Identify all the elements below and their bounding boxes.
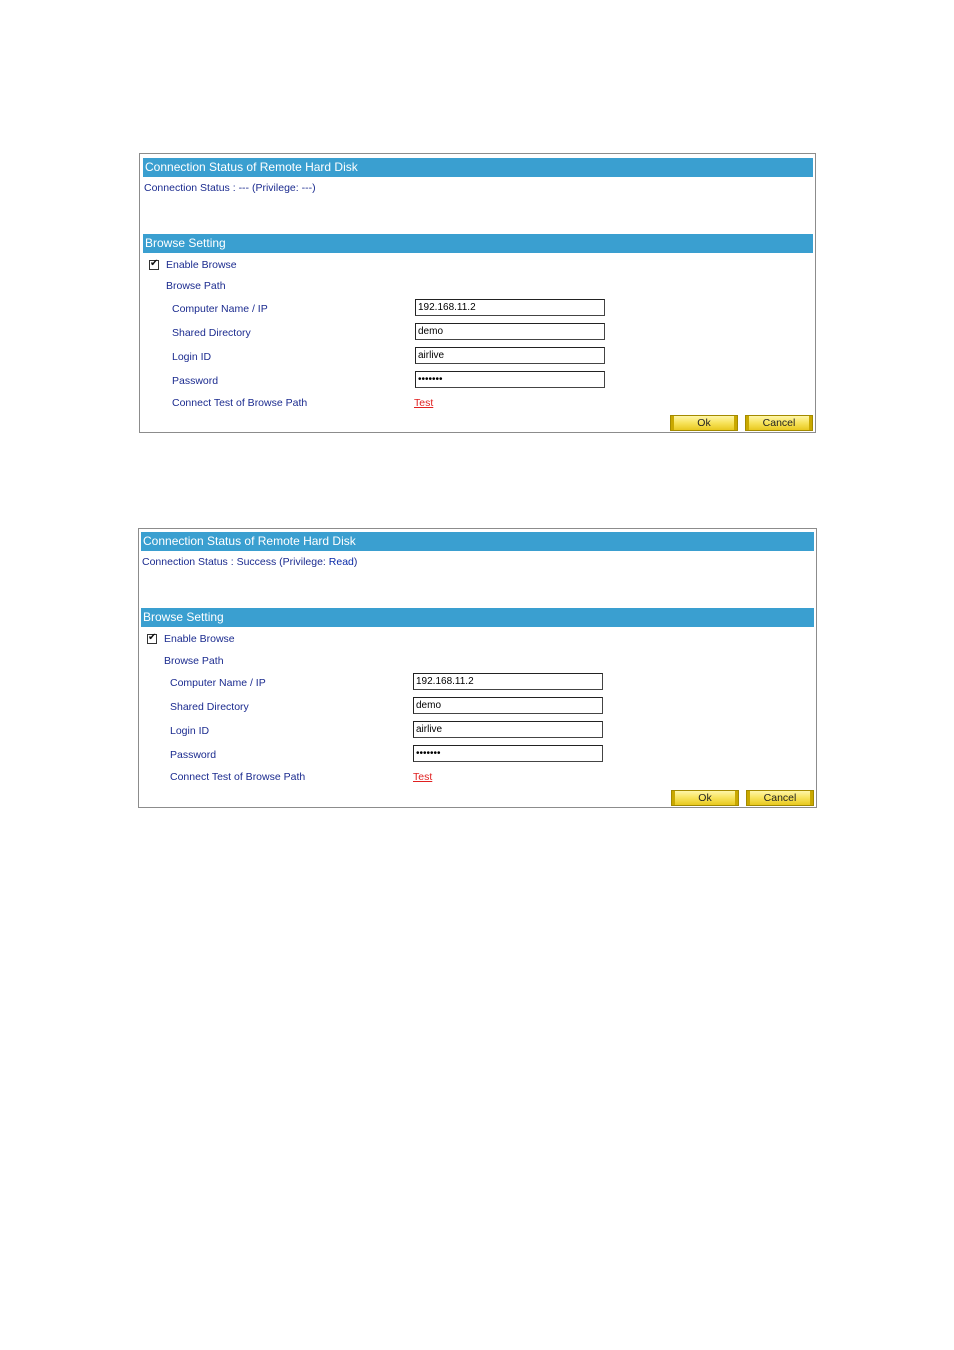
enable-browse-checkbox[interactable] — [149, 260, 159, 270]
computer-name-label: Computer Name / IP — [172, 303, 268, 315]
browse-setting-header: Browse Setting — [141, 608, 814, 627]
shared-directory-label: Shared Directory — [172, 327, 251, 339]
enable-browse-label: Enable Browse — [166, 259, 237, 271]
login-id-label: Login ID — [172, 351, 212, 363]
connection-status-header: Connection Status of Remote Hard Disk — [141, 532, 814, 551]
login-id-label: Login ID — [170, 725, 210, 737]
computer-name-input[interactable] — [413, 673, 603, 690]
password-input[interactable] — [413, 745, 603, 762]
privilege-suffix: ) — [312, 182, 316, 194]
enable-browse-label: Enable Browse — [164, 633, 235, 645]
checkmark-icon: ✔ — [150, 258, 159, 269]
connection-status-line — [144, 182, 316, 194]
privilege-prefix: (Privilege: — [249, 182, 302, 194]
test-link[interactable]: Test — [414, 397, 434, 409]
shared-directory-input[interactable] — [413, 697, 603, 714]
cancel-button[interactable]: Cancel — [745, 415, 813, 431]
computer-name-input[interactable] — [415, 299, 605, 316]
connection-status-label: Connection Status : — [144, 182, 239, 194]
password-input[interactable] — [415, 371, 605, 388]
privilege-value: --- — [301, 182, 313, 194]
enable-browse-checkbox[interactable] — [147, 634, 157, 644]
ok-button[interactable]: Ok — [670, 415, 738, 431]
privilege-suffix: ) — [353, 556, 358, 568]
privilege-prefix: (Privilege: — [276, 556, 329, 568]
shared-directory-input[interactable] — [415, 323, 605, 340]
shared-directory-label: Shared Directory — [170, 701, 249, 713]
ok-button[interactable]: Ok — [671, 790, 739, 806]
connection-status-value: --- — [238, 182, 250, 194]
test-link[interactable]: Test — [413, 771, 433, 783]
cancel-button[interactable]: Cancel — [746, 790, 814, 806]
password-label: Password — [172, 375, 219, 387]
password-label: Password — [170, 749, 217, 761]
connection-status-header: Connection Status of Remote Hard Disk — [143, 158, 813, 177]
login-id-input[interactable] — [413, 721, 603, 738]
browse-setting-header: Browse Setting — [143, 234, 813, 253]
remote-disk-panel-1 — [139, 153, 816, 433]
privilege-value: Read — [328, 556, 354, 568]
checkmark-icon: ✔ — [148, 632, 157, 643]
browse-path-label: Browse Path — [166, 280, 226, 292]
connection-status-value: Success — [236, 556, 277, 568]
connection-status-line — [142, 556, 357, 568]
connect-test-label: Connect Test of Browse Path — [170, 771, 306, 783]
login-id-input[interactable] — [415, 347, 605, 364]
computer-name-label: Computer Name / IP — [170, 677, 266, 689]
browse-path-label: Browse Path — [164, 655, 224, 667]
remote-disk-panel-2 — [138, 528, 817, 808]
connection-status-label: Connection Status : — [142, 556, 237, 568]
connect-test-label: Connect Test of Browse Path — [172, 397, 308, 409]
